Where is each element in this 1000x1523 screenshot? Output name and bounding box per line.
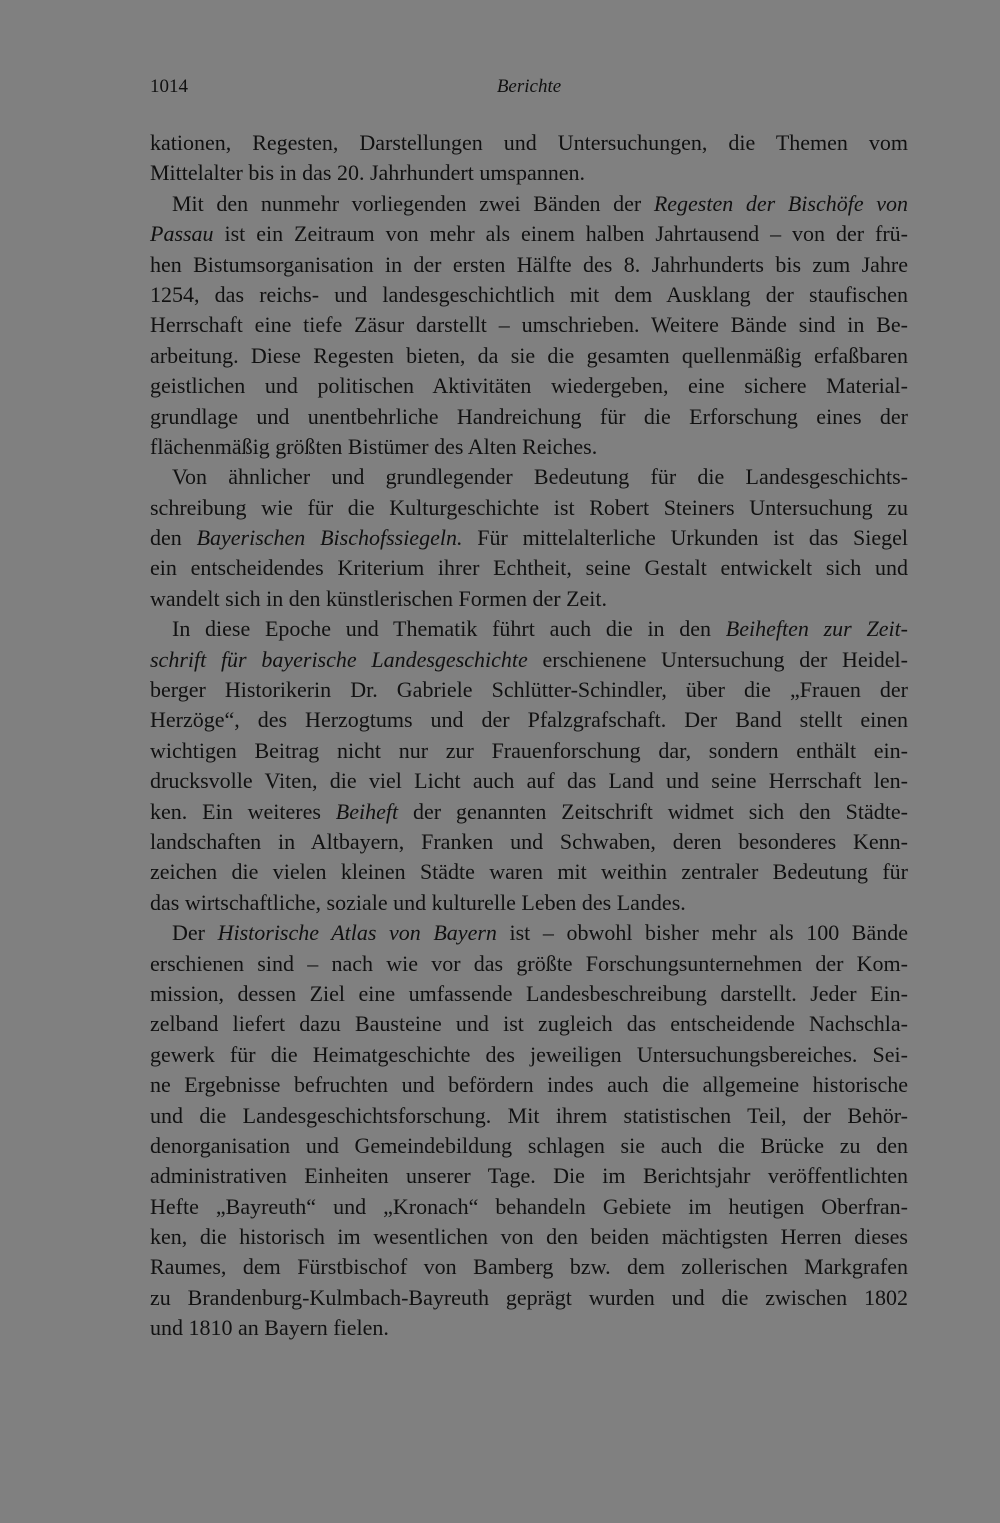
text-line (150, 918, 908, 948)
text-segment: hen Bistumsorganisation in der ersten Hälfte des 8. Jahrhunderts bis zum Jahre (150, 251, 908, 277)
text-segment: 1254, das reichs- und landesgeschichtlich mit dem Ausklang der staufischen (150, 281, 908, 307)
text-segment: flächenmäßig größten Bistümer des Alten Reiches. (150, 433, 598, 459)
text-segment: ken, die historisch im wesentlichen von den beiden mächtigsten Herren dieses (150, 1224, 908, 1250)
text-line (150, 553, 908, 583)
text-segment: wichtigen Beitrag nicht nur zur Frauenforschung dar, sondern enthält ein- (150, 737, 908, 763)
text-segment: Raumes, dem Fürstbischof von Bamberg bzw. dem zollerischen Markgrafen (150, 1254, 908, 1280)
text-line (150, 675, 908, 705)
text-line (150, 250, 908, 280)
text-segment: und die Landesgeschichtsforschung. Mit ihrem statistischen Teil, der Behör- (150, 1102, 908, 1128)
italic-title: Passau (150, 221, 214, 247)
page-header (150, 76, 908, 104)
text-line (150, 1009, 908, 1039)
italic-title: schrift für bayerische Landesgeschichte (150, 646, 528, 672)
text-segment: geistlichen und politischen Aktivitäten wiedergeben, eine sichere Material- (150, 373, 908, 399)
text-segment: Für mittelalterliche Urkunden ist das Siegel (462, 525, 908, 551)
text-segment: wandelt sich in den künstlerischen Formen der Zeit. (150, 585, 607, 611)
text-segment: ist ein Zeitraum von mehr als einem halben Jahrtausend – von der frü- (213, 221, 908, 247)
text-segment: schreibung wie für die Kulturgeschichte ist Robert Steiners Untersuchung zu (150, 494, 908, 520)
text-segment: erschienene Untersuchung der Heidel- (527, 646, 908, 672)
italic-title: Beiheften zur Zeit- (725, 616, 909, 642)
text-line (150, 310, 908, 340)
text-segment: denorganisation und Gemeindebildung schlagen sie auch die Brücke zu den (150, 1132, 908, 1158)
text-segment: zelband liefert dazu Bausteine und ist zugleich das entscheidende Nachschla- (150, 1011, 908, 1037)
text-line (150, 1313, 908, 1343)
text-segment: berger Historikerin Dr. Gabriele Schlütter-Schindler, über die „Frauen der (150, 677, 908, 703)
text-segment: arbeitung. Diese Regesten bieten, da sie die gesamten quellenmäßig erfaßbaren (150, 342, 908, 368)
text-segment: den (150, 525, 197, 551)
page-number: 1014 (150, 76, 188, 97)
text-line (150, 857, 908, 887)
text-segment: Der (172, 920, 218, 946)
text-segment: grundlage und unentbehrliche Handreichung für die Erforschung eines der (150, 403, 908, 429)
text-segment: mission, dessen Ziel eine umfassende Landesbeschreibung darstellt. Jeder Ein- (150, 980, 908, 1006)
text-segment: Mittelalter bis in das 20. Jahrhundert umspannen. (150, 160, 586, 186)
text-line (150, 1192, 908, 1222)
text-line (150, 1070, 908, 1100)
text-line (150, 979, 908, 1009)
text-line (150, 280, 908, 310)
text-line (150, 736, 908, 766)
text-segment: Herzöge“, des Herzogtums und der Pfalzgrafschaft. Der Band stellt einen (150, 707, 908, 733)
text-line (150, 523, 908, 553)
text-line (150, 432, 908, 462)
text-line (150, 371, 908, 401)
running-head: Berichte (496, 76, 562, 97)
italic-title: Historische Atlas von Bayern (217, 920, 497, 946)
text-line (150, 158, 908, 188)
text-segment: zeichen die vielen kleinen Städte waren mit weithin zentraler Bedeutung für (150, 859, 908, 885)
text-line (150, 797, 908, 827)
text-line (150, 128, 908, 158)
text-segment: kationen, Regesten, Darstellungen und Untersuchungen, die Themen vom (150, 130, 908, 155)
text-line (150, 219, 908, 249)
text-segment: Von ähnlicher und grundlegender Bedeutung für die Landesgeschichts- (172, 464, 908, 490)
text-line (150, 949, 908, 979)
text-segment: der genannten Zeitschrift widmet sich den Städte- (398, 798, 909, 824)
text-line (150, 341, 908, 371)
text-segment: erschienen sind – nach wie vor das größte Forschungsunternehmen der Kom- (150, 950, 908, 976)
text-line (150, 766, 908, 796)
text-line (150, 1283, 908, 1313)
italic-title: Regesten der Bischöfe von (653, 190, 908, 216)
text-segment: Hefte „Bayreuth“ und „Kronach“ behandeln Gebiete im heutigen Oberfran- (150, 1193, 908, 1219)
text-line (150, 614, 908, 644)
text-line (150, 1161, 908, 1191)
text-line (150, 462, 908, 492)
italic-title: Bayerischen Bischofssiegeln. (196, 525, 463, 551)
text-segment: ein entscheidendes Kriterium ihrer Echtheit, seine Gestalt entwickelt sich und (150, 555, 908, 581)
text-line (150, 1252, 908, 1282)
text-line (150, 1222, 908, 1252)
text-segment: administrativen Einheiten unserer Tage. Die im Berichtsjahr veröffentlichten (150, 1163, 908, 1189)
text-line (150, 888, 908, 918)
text-segment: Herrschaft eine tiefe Zäsur darstellt – umschrieben. Weitere Bände sind in Be- (150, 312, 908, 338)
text-line (150, 189, 908, 219)
text-segment: und 1810 an Bayern fielen. (150, 1315, 389, 1341)
text-segment: Mit den nunmehr vorliegenden zwei Bänden der (172, 190, 654, 216)
text-line (150, 493, 908, 523)
text-segment: das wirtschaftliche, soziale und kulturelle Leben des Landes. (150, 889, 686, 915)
text-segment: ist – obwohl bisher mehr als 100 Bände (496, 920, 908, 946)
text-segment: ken. Ein weiteres (150, 798, 336, 824)
text-line (150, 827, 908, 857)
text-segment: landschaften in Altbayern, Franken und Schwaben, deren besonderes Kenn- (150, 828, 908, 854)
text-line (150, 1101, 908, 1131)
text-segment: gewerk für die Heimatgeschichte des jeweiligen Untersuchungsbereiches. Sei- (150, 1041, 908, 1067)
text-line (150, 584, 908, 614)
text-line (150, 402, 908, 432)
text-segment: ne Ergebnisse befruchten und befördern indes auch die allgemeine historische (150, 1072, 908, 1098)
text-line (150, 705, 908, 735)
italic-title: Beiheft (335, 798, 399, 824)
body-text (150, 128, 908, 1344)
text-line (150, 645, 908, 675)
text-line (150, 1131, 908, 1161)
text-line (150, 1040, 908, 1070)
text-segment: In diese Epoche und Thematik führt auch die in den (172, 616, 726, 642)
text-segment: drucksvolle Viten, die viel Licht auch auf das Land und seine Herrschaft len- (150, 768, 908, 794)
text-segment: zu Brandenburg-Kulmbach-Bayreuth geprägt wurden und die zwischen 1802 (150, 1284, 908, 1310)
